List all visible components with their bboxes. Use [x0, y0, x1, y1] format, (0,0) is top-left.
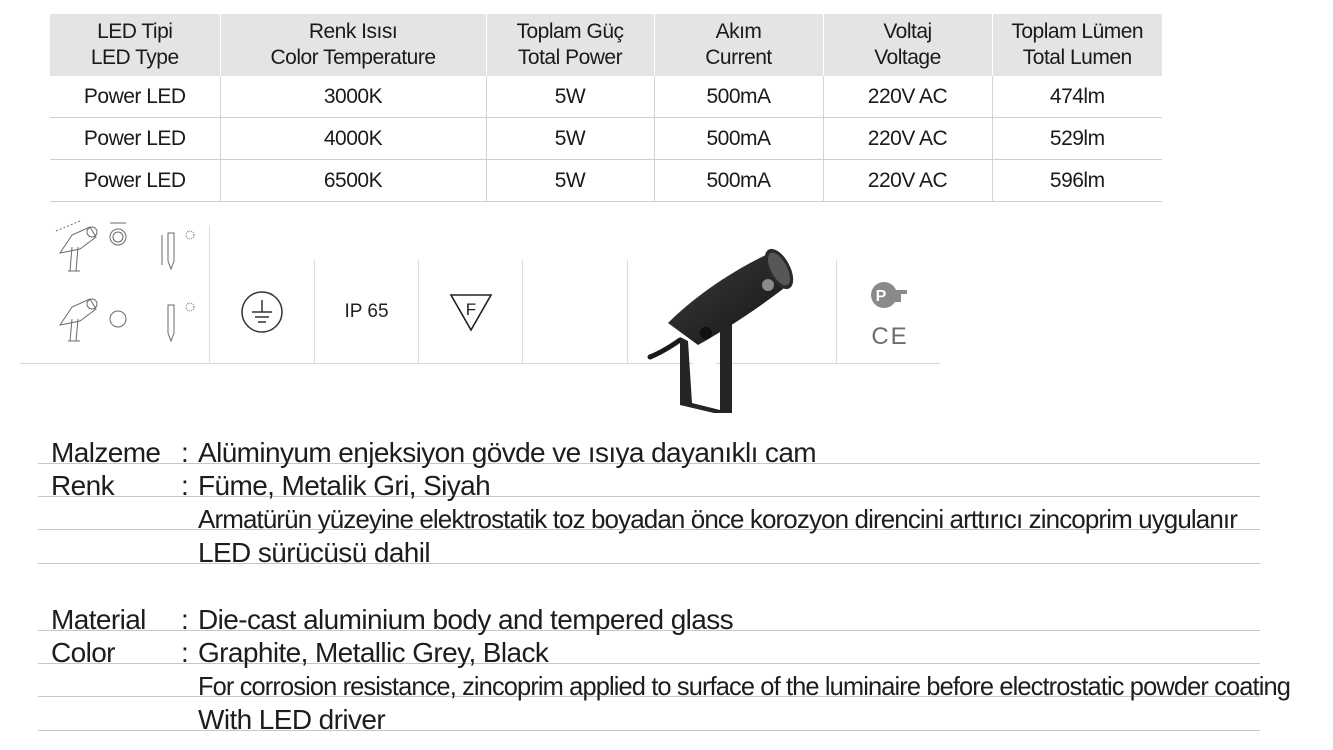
- table-header-row: [50, 14, 1162, 76]
- desc-row-zincoprim-en: [38, 663, 1290, 701]
- header-current: Akım Current: [654, 14, 823, 76]
- svg-text:CE: CE: [871, 323, 909, 350]
- table-row: [50, 160, 1162, 202]
- desc-value: LED sürücüsü dahil: [198, 537, 430, 568]
- table-row: [50, 76, 1162, 118]
- desc-value: Alüminyum enjeksiyon gövde ve ısıya dayanıklı cam: [198, 437, 817, 468]
- icon-strip: [20, 205, 940, 365]
- cell-led-type: Power LED: [50, 118, 220, 160]
- desc-row-malzeme: [38, 430, 1260, 468]
- desc-colon: :: [181, 437, 189, 468]
- header-voltage: Voltaj Voltage: [823, 14, 992, 76]
- svg-text:P: P: [875, 288, 887, 305]
- strip-divider: [20, 363, 940, 364]
- f-mark-icon: [448, 290, 494, 334]
- cell-total-power: 5W: [486, 76, 654, 118]
- technical-drawing-icon: [50, 213, 210, 363]
- separator: [627, 260, 628, 363]
- cell-total-lumen: 529lm: [992, 118, 1162, 160]
- spec-table: [50, 14, 1162, 202]
- desc-label: Malzeme: [51, 437, 161, 468]
- cell-total-lumen: 596lm: [992, 160, 1162, 202]
- header-led-type: LED Tipi LED Type: [50, 14, 220, 76]
- desc-label: Color: [51, 637, 115, 668]
- ground-cell: [210, 260, 314, 363]
- f-mark-cell: [419, 260, 522, 363]
- cell-color-temperature: 3000K: [220, 76, 486, 118]
- desc-row-led-driver-en: [38, 697, 1260, 735]
- desc-value: With LED driver: [198, 704, 386, 735]
- desc-value: Die-cast aluminium body and tempered glass: [198, 604, 734, 635]
- ip-rating: IP 65: [344, 300, 389, 322]
- ground-symbol-icon: [240, 290, 284, 334]
- technical-drawings: [50, 213, 210, 363]
- f-mark-letter: F: [465, 299, 476, 319]
- cell-voltage: 220V AC: [823, 76, 992, 118]
- cell-voltage: 220V AC: [823, 118, 992, 160]
- separator: [836, 260, 837, 363]
- desc-colon: :: [181, 604, 189, 635]
- header-total-lumen: Toplam Lümen Total Lumen: [992, 14, 1162, 76]
- desc-label: Material: [51, 604, 146, 635]
- desc-row-led-driver-tr: [38, 530, 1260, 568]
- desc-colon: :: [181, 637, 189, 668]
- desc-row-zincoprim-tr: [38, 496, 1260, 534]
- cell-voltage: 220V AC: [823, 160, 992, 202]
- desc-row-material: [38, 597, 1260, 635]
- desc-label: Renk: [51, 470, 114, 501]
- pct-certification-icon: [869, 280, 911, 310]
- ip-rating-cell: [315, 260, 418, 363]
- desc-value: For corrosion resistance, zincoprim applied to surface of the luminaire before electrostatic powder coating: [198, 671, 1290, 701]
- table-row: [50, 118, 1162, 160]
- cell-total-lumen: 474lm: [992, 76, 1162, 118]
- desc-value: Armatürün yüzeyine elektrostatik toz boyadan önce korozyon direncini arttırıcı zincoprim uygulanır: [198, 504, 1238, 534]
- desc-colon: :: [181, 470, 189, 501]
- desc-row-color: [38, 630, 1260, 668]
- separator: [522, 260, 523, 363]
- cell-color-temperature: 4000K: [220, 118, 486, 160]
- certifications: [860, 270, 920, 360]
- desc-row-renk: [38, 463, 1260, 501]
- cell-current: 500mA: [654, 160, 823, 202]
- product-image: [640, 245, 800, 415]
- cell-led-type: Power LED: [50, 76, 220, 118]
- ce-mark-icon: [869, 320, 911, 350]
- cell-total-power: 5W: [486, 160, 654, 202]
- header-total-power: Toplam Güç Total Power: [486, 14, 654, 76]
- desc-value: Graphite, Metallic Grey, Black: [198, 637, 549, 668]
- cell-color-temperature: 6500K: [220, 160, 486, 202]
- cell-current: 500mA: [654, 76, 823, 118]
- cell-current: 500mA: [654, 118, 823, 160]
- cell-led-type: Power LED: [50, 160, 220, 202]
- cell-total-power: 5W: [486, 118, 654, 160]
- header-color-temperature: Renk Isısı Color Temperature: [220, 14, 486, 76]
- desc-value: Füme, Metalik Gri, Siyah: [198, 470, 491, 501]
